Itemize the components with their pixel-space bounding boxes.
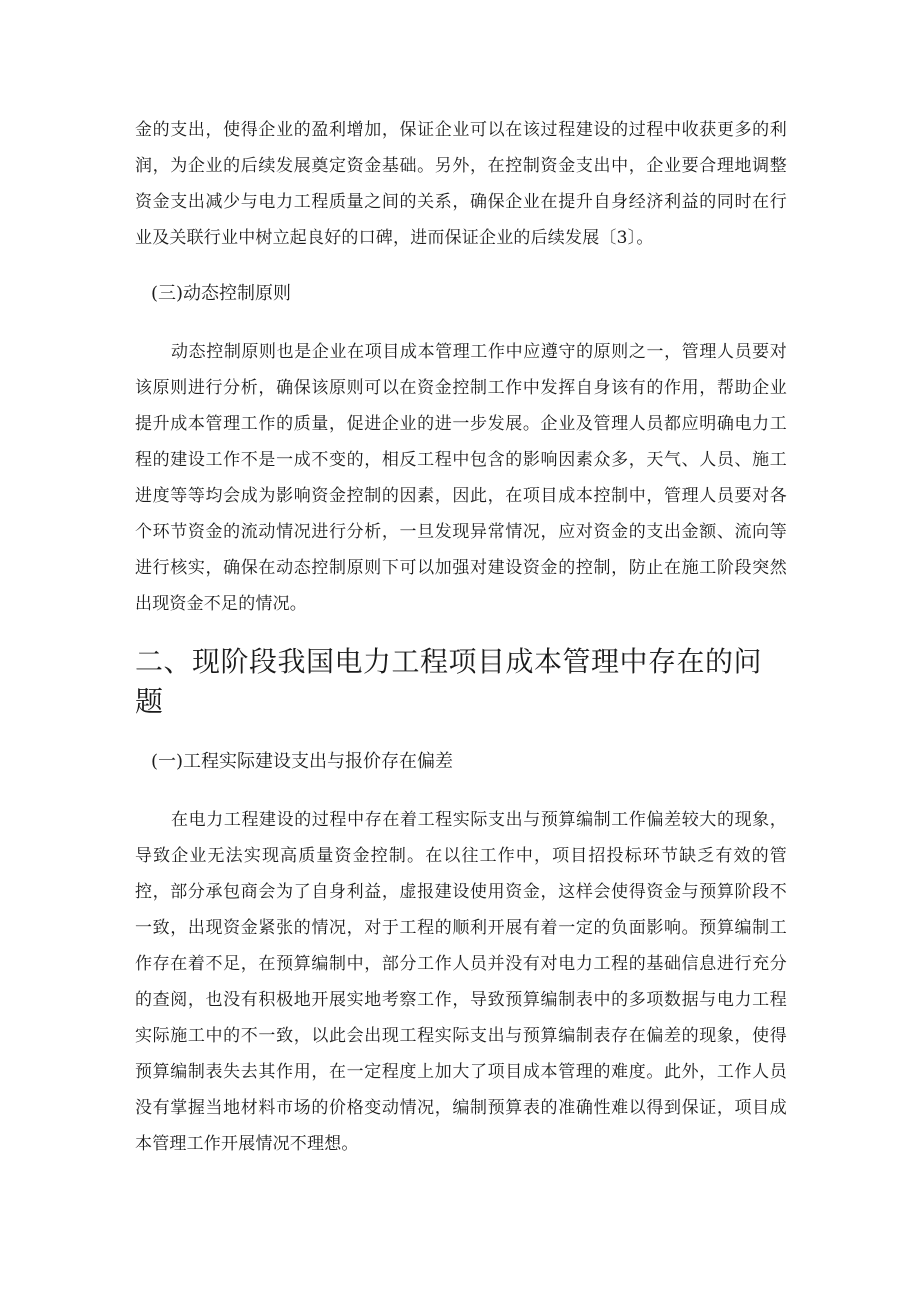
subheading-cost-deviation: (一)工程实际建设支出与报价存在偏差 bbox=[151, 751, 454, 772]
section-heading-problems: 二、现阶段我国电力工程项目成本管理中存在的问题 bbox=[135, 645, 763, 718]
subheading-dynamic-control: (三)动态控制原则 bbox=[151, 283, 292, 304]
paragraph-fund-expenditure: 金的支出，使得企业的盈利增加，保证企业可以在该过程建设的过程中收获更多的利润，为企业的后续发展奠定资金基础。另外，在控制资金支出中，企业要合理地调整资金支出减少与电力工程质量之间的关系，确保企业在提升自身经济利益的同时在行业及关联行业中树立起良好的口碑，进而保证企业的后续发展〔3〕。 bbox=[135, 120, 787, 248]
document-page bbox=[135, 112, 787, 1162]
paragraph-cost-deviation: 在电力工程建设的过程中存在着工程实际支出与预算编制工作偏差较大的现象，导致企业无法实现高质量资金控制。在以往工作中，项目招投标环节缺乏有效的管控，部分承包商会为了自身利益，虚报建设使用资金，这样会使得资金与预算阶段不一致，出现资金紧张的情况，对于工程的顺利开展有着一定的负面影响。预算编制工作存在着不足，在预算编制中，部分工作人员并没有对电力工程的基础信息进行充分的查阅，也没有积极地开展实地考察工作，导致预算编制表中的多项数据与电力工程实际施工中的不一致，以此会出现工程实际支出与预算编制表存在偏差的现象，使得预算编制表失去其作用，在一定程度上加大了项目成本管理的难度。此外，工作人员没有掌握当地材料市场的价格变动情况，编制预算表的准确性难以得到保证，项目成本管理工作开展情况不理想。 bbox=[135, 810, 787, 1154]
paragraph-dynamic-control: 动态控制原则也是企业在项目成本管理工作中应遵守的原则之一，管理人员要对该原则进行分析，确保该原则可以在资金控制工作中发挥自身该有的作用，帮助企业提升成本管理工作的质量，促进企业的进一步发展。企业及管理人员都应明确电力工程的建设工作不是一成不变的，相反工程中包含的影响因素众多，天气、人员、施工进度等等均会成为影响资金控制的因素，因此，在项目成本控制中，管理人员要对各个环节资金的流动情况进行分析，一旦发现异常情况，应对资金的支出金额、流向等进行核实，确保在动态控制原则下可以加强对建设资金的控制，防止在施工阶段突然出现资金不足的情况。 bbox=[135, 342, 787, 614]
